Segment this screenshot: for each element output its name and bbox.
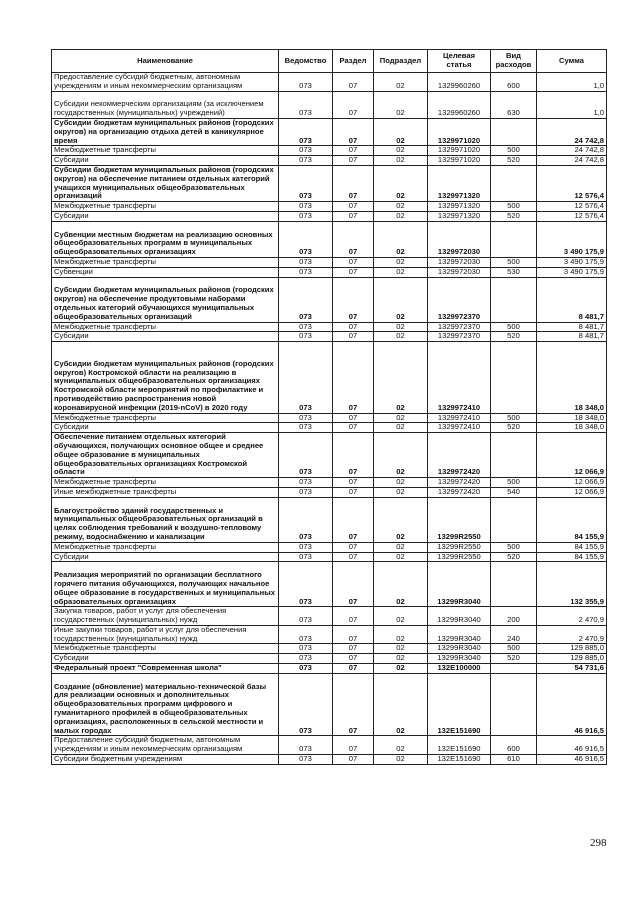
- table-cell-dept: 073: [279, 644, 333, 654]
- table-cell-section: 07: [333, 423, 374, 433]
- table-cell-target: 13299R3040: [428, 654, 491, 664]
- table-cell-dept: 073: [279, 673, 333, 736]
- table-cell-exptype: 520: [491, 654, 537, 664]
- table-cell-sum: 84 155,9: [537, 552, 607, 562]
- table-cell-name: Благоустройство зданий государственных и муниципальных общеобразовательных организаций в целях соблюдения требований к воздушно-тепловому режиму, водоснабжению и канализации: [52, 497, 279, 542]
- table-cell-subsection: 02: [374, 552, 428, 562]
- table-cell-section: 07: [333, 487, 374, 497]
- table-cell-dept: 073: [279, 322, 333, 332]
- table-cell-subsection: 02: [374, 625, 428, 644]
- table-cell-subsection: 02: [374, 118, 428, 145]
- table-cell-sum: 12 066,9: [537, 433, 607, 478]
- table-cell-name: Предоставление субсидий бюджетным, автономным учреждениям и иным некоммерческим организациям: [52, 73, 279, 92]
- table-cell-subsection: 02: [374, 267, 428, 277]
- table-cell-dept: 073: [279, 433, 333, 478]
- table-cell-sum: 46 916,5: [537, 673, 607, 736]
- table-cell-target: 1329971320: [428, 202, 491, 212]
- table-cell-sum: 18 348,0: [537, 342, 607, 413]
- table-row: [52, 607, 607, 626]
- table-row: [52, 423, 607, 433]
- table-cell-sum: 46 916,5: [537, 755, 607, 765]
- table-cell-sum: 18 348,0: [537, 413, 607, 423]
- table-cell-target: 132E151690: [428, 736, 491, 755]
- table-cell-exptype: 520: [491, 156, 537, 166]
- table-cell-sum: 129 885,0: [537, 644, 607, 654]
- table-cell-sum: 54 731,6: [537, 664, 607, 674]
- table-cell-target: 1329972030: [428, 221, 491, 257]
- table-cell-target: 132E151690: [428, 673, 491, 736]
- table-cell-target: 1329972420: [428, 433, 491, 478]
- table-cell-subsection: 02: [374, 156, 428, 166]
- table-cell-subsection: 02: [374, 202, 428, 212]
- table-cell-section: 07: [333, 607, 374, 626]
- table-cell-name: Обеспечение питанием отдельных категорий обучающихся, получающих основное общее и среднее общее образование в муниципальных общеобразовательных организациях Костромской области: [52, 433, 279, 478]
- table-cell-target: 13299R2550: [428, 497, 491, 542]
- table-cell-name: Субвенции местным бюджетам на реализацию основных общеобразовательных программ в муниципальных общеобразовательных организациях: [52, 221, 279, 257]
- table-cell-sum: 24 742,8: [537, 118, 607, 145]
- header-section: Раздел: [333, 50, 374, 73]
- table-row: [52, 277, 607, 322]
- table-cell-section: 07: [333, 342, 374, 413]
- table-cell-section: 07: [333, 257, 374, 267]
- table-cell-sum: 132 355,9: [537, 562, 607, 607]
- table-cell-exptype: 200: [491, 607, 537, 626]
- table-cell-exptype: 500: [491, 322, 537, 332]
- table-cell-target: 1329972410: [428, 423, 491, 433]
- table-cell-target: 1329972410: [428, 413, 491, 423]
- table-cell-subsection: 02: [374, 277, 428, 322]
- table-cell-subsection: 02: [374, 91, 428, 118]
- table-cell-name: Субсидии бюджетам муниципальных районов (городских округов) на обеспечение питанием отдельных категорий учащихся муниципальных общеобразовательных организаций: [52, 165, 279, 201]
- table-cell-dept: 073: [279, 146, 333, 156]
- table-cell-dept: 073: [279, 73, 333, 92]
- table-cell-section: 07: [333, 221, 374, 257]
- table-cell-sum: 1,0: [537, 73, 607, 92]
- table-cell-target: 1329972410: [428, 342, 491, 413]
- table-cell-exptype: [491, 118, 537, 145]
- table-cell-dept: 073: [279, 487, 333, 497]
- table-row: [52, 91, 607, 118]
- table-cell-sum: 3 490 175,9: [537, 267, 607, 277]
- header-row: [52, 50, 607, 73]
- table-row: [52, 487, 607, 497]
- table-row: [52, 552, 607, 562]
- table-cell-target: 132E151690: [428, 755, 491, 765]
- table-cell-name: Иные закупки товаров, работ и услуг для обеспечения государственных (муниципальных) нужд: [52, 625, 279, 644]
- table-cell-subsection: 02: [374, 497, 428, 542]
- table-cell-sum: 84 155,9: [537, 542, 607, 552]
- table-cell-subsection: 02: [374, 542, 428, 552]
- table-cell-name: Субсидии бюджетам муниципальных районов (городских округов) Костромской области на реализацию в муниципальных общеобразовательных организациях Костромской области мероприятий по профилактике и противодействию распространения новой коронавирусной инфекции (2019-nCoV) в 2020 году: [52, 342, 279, 413]
- table-cell-target: 1329971020: [428, 118, 491, 145]
- table-cell-target: 1329960260: [428, 73, 491, 92]
- table-cell-exptype: 600: [491, 736, 537, 755]
- table-cell-section: 07: [333, 625, 374, 644]
- table-cell-dept: 073: [279, 221, 333, 257]
- table-row: [52, 497, 607, 542]
- table-cell-sum: 12 576,4: [537, 211, 607, 221]
- table-cell-name: Иные межбюджетные трансферты: [52, 487, 279, 497]
- table-cell-subsection: 02: [374, 478, 428, 488]
- table-cell-section: 07: [333, 146, 374, 156]
- table-cell-name: Субсидии: [52, 654, 279, 664]
- table-cell-sum: 24 742,8: [537, 146, 607, 156]
- header-subsection: Подраздел: [374, 50, 428, 73]
- table-cell-dept: 073: [279, 542, 333, 552]
- table-cell-name: Субсидии некоммерческим организациям (за исключением государственных (муниципальных) учреждений): [52, 91, 279, 118]
- header-exptype: Вид расходов: [491, 50, 537, 73]
- table-cell-target: 132E100000: [428, 664, 491, 674]
- table-cell-exptype: [491, 165, 537, 201]
- table-cell-exptype: [491, 664, 537, 674]
- table-cell-target: 13299R2550: [428, 552, 491, 562]
- table-cell-dept: 073: [279, 211, 333, 221]
- table-cell-subsection: 02: [374, 673, 428, 736]
- table-cell-section: 07: [333, 202, 374, 212]
- table-cell-target: 1329972030: [428, 257, 491, 267]
- table-cell-dept: 073: [279, 497, 333, 542]
- table-cell-sum: 8 481,7: [537, 277, 607, 322]
- table-cell-sum: 12 576,4: [537, 165, 607, 201]
- table-cell-dept: 073: [279, 118, 333, 145]
- table-cell-sum: 12 066,9: [537, 478, 607, 488]
- table-cell-sum: 129 885,0: [537, 654, 607, 664]
- table-cell-section: 07: [333, 478, 374, 488]
- table-cell-name: Субвенции: [52, 267, 279, 277]
- table-cell-name: Межбюджетные трансферты: [52, 478, 279, 488]
- table-row: [52, 342, 607, 413]
- table-cell-section: 07: [333, 332, 374, 342]
- table-cell-dept: 073: [279, 91, 333, 118]
- table-cell-name: Межбюджетные трансферты: [52, 542, 279, 552]
- budget-table: [51, 49, 607, 765]
- table-cell-dept: 073: [279, 156, 333, 166]
- table-cell-exptype: [491, 562, 537, 607]
- table-row: [52, 322, 607, 332]
- table-cell-sum: 84 155,9: [537, 497, 607, 542]
- table-row: [52, 673, 607, 736]
- table-cell-dept: 073: [279, 267, 333, 277]
- table-cell-dept: 073: [279, 165, 333, 201]
- table-cell-subsection: 02: [374, 562, 428, 607]
- table-cell-exptype: 240: [491, 625, 537, 644]
- table-cell-section: 07: [333, 267, 374, 277]
- table-cell-section: 07: [333, 562, 374, 607]
- table-cell-exptype: 500: [491, 202, 537, 212]
- table-cell-subsection: 02: [374, 607, 428, 626]
- table-cell-exptype: [491, 277, 537, 322]
- table-cell-target: 1329972420: [428, 487, 491, 497]
- table-cell-sum: 1,0: [537, 91, 607, 118]
- table-cell-name: Закупка товаров, работ и услуг для обеспечения государственных (муниципальных) нужд: [52, 607, 279, 626]
- table-cell-subsection: 02: [374, 423, 428, 433]
- table-cell-section: 07: [333, 156, 374, 166]
- table-row: [52, 146, 607, 156]
- table-cell-name: Субсидии бюджетным учреждениям: [52, 755, 279, 765]
- table-cell-dept: 073: [279, 332, 333, 342]
- table-row: [52, 202, 607, 212]
- table-row: [52, 257, 607, 267]
- table-cell-dept: 073: [279, 478, 333, 488]
- page-number: 298: [590, 837, 607, 849]
- table-row: [52, 165, 607, 201]
- table-cell-section: 07: [333, 673, 374, 736]
- table-cell-exptype: 520: [491, 552, 537, 562]
- table-cell-dept: 073: [279, 257, 333, 267]
- table-cell-target: 1329971320: [428, 211, 491, 221]
- table-cell-target: 1329972420: [428, 478, 491, 488]
- table-row: [52, 73, 607, 92]
- table-cell-name: Межбюджетные трансферты: [52, 644, 279, 654]
- table-cell-section: 07: [333, 211, 374, 221]
- table-cell-name: Субсидии: [52, 332, 279, 342]
- table-cell-target: 13299R3040: [428, 625, 491, 644]
- table-cell-subsection: 02: [374, 257, 428, 267]
- table-cell-name: Межбюджетные трансферты: [52, 146, 279, 156]
- table-cell-target: 1329972370: [428, 332, 491, 342]
- table-row: [52, 478, 607, 488]
- table-cell-name: Субсидии: [52, 552, 279, 562]
- table-cell-dept: 073: [279, 413, 333, 423]
- table-cell-subsection: 02: [374, 487, 428, 497]
- table-cell-exptype: 500: [491, 542, 537, 552]
- table-cell-target: 13299R2550: [428, 542, 491, 552]
- table-cell-sum: 46 916,5: [537, 736, 607, 755]
- table-cell-subsection: 02: [374, 755, 428, 765]
- table-cell-target: 1329971020: [428, 146, 491, 156]
- table-cell-exptype: 600: [491, 73, 537, 92]
- table-cell-dept: 073: [279, 342, 333, 413]
- table-cell-subsection: 02: [374, 322, 428, 332]
- table-row: [52, 755, 607, 765]
- table-cell-section: 07: [333, 73, 374, 92]
- table-row: [52, 118, 607, 145]
- table-cell-exptype: [491, 497, 537, 542]
- table-cell-name: Предоставление субсидий бюджетным, автономным учреждениям и иным некоммерческим организациям: [52, 736, 279, 755]
- table-row: [52, 156, 607, 166]
- table-cell-sum: 3 490 175,9: [537, 257, 607, 267]
- table-cell-target: 1329972370: [428, 277, 491, 322]
- table-cell-name: Межбюджетные трансферты: [52, 322, 279, 332]
- table-cell-name: Межбюджетные трансферты: [52, 413, 279, 423]
- table-cell-section: 07: [333, 91, 374, 118]
- table-cell-dept: 073: [279, 202, 333, 212]
- table-cell-section: 07: [333, 736, 374, 755]
- table-cell-sum: 24 742,8: [537, 156, 607, 166]
- table-cell-sum: 12 576,4: [537, 202, 607, 212]
- table-cell-subsection: 02: [374, 332, 428, 342]
- table-row: [52, 664, 607, 674]
- table-cell-section: 07: [333, 664, 374, 674]
- header-dept: Ведомство: [279, 50, 333, 73]
- table-cell-exptype: [491, 673, 537, 736]
- table-cell-section: 07: [333, 165, 374, 201]
- table-cell-exptype: 520: [491, 211, 537, 221]
- table-cell-exptype: 520: [491, 332, 537, 342]
- table-cell-target: 1329972030: [428, 267, 491, 277]
- table-row: [52, 562, 607, 607]
- table-cell-sum: 18 348,0: [537, 423, 607, 433]
- table-cell-subsection: 02: [374, 644, 428, 654]
- table-cell-subsection: 02: [374, 664, 428, 674]
- table-cell-exptype: 610: [491, 755, 537, 765]
- table-cell-target: 1329971320: [428, 165, 491, 201]
- table-cell-subsection: 02: [374, 211, 428, 221]
- table-cell-sum: 2 470,9: [537, 607, 607, 626]
- table-row: [52, 542, 607, 552]
- table-cell-name: Субсидии бюджетам муниципальных районов (городских округов) на организацию отдыха детей в каникулярное время: [52, 118, 279, 145]
- table-row: [52, 332, 607, 342]
- table-cell-sum: 2 470,9: [537, 625, 607, 644]
- table-cell-subsection: 02: [374, 73, 428, 92]
- table-cell-name: Межбюджетные трансферты: [52, 257, 279, 267]
- table-cell-name: Субсидии: [52, 156, 279, 166]
- table-cell-exptype: 500: [491, 257, 537, 267]
- table-cell-section: 07: [333, 755, 374, 765]
- table-cell-dept: 073: [279, 736, 333, 755]
- table-cell-sum: 8 481,7: [537, 332, 607, 342]
- table-row: [52, 433, 607, 478]
- table-row: [52, 221, 607, 257]
- table-cell-dept: 073: [279, 423, 333, 433]
- table-cell-section: 07: [333, 433, 374, 478]
- table-cell-section: 07: [333, 654, 374, 664]
- table-cell-sum: 3 490 175,9: [537, 221, 607, 257]
- table-cell-dept: 073: [279, 625, 333, 644]
- table-row: [52, 736, 607, 755]
- table-cell-subsection: 02: [374, 146, 428, 156]
- header-name: Наименование: [52, 50, 279, 73]
- table-cell-name: Реализация мероприятий по организации бесплатного горячего питания обучающихся, получающих начальное общее образование в государственных и муниципальных образовательных организациях: [52, 562, 279, 607]
- table-cell-sum: 12 066,9: [537, 487, 607, 497]
- table-cell-section: 07: [333, 644, 374, 654]
- table-cell-dept: 073: [279, 607, 333, 626]
- table-cell-exptype: 530: [491, 267, 537, 277]
- table-cell-exptype: [491, 221, 537, 257]
- table-cell-subsection: 02: [374, 433, 428, 478]
- table-cell-section: 07: [333, 552, 374, 562]
- table-cell-subsection: 02: [374, 413, 428, 423]
- table-row: [52, 654, 607, 664]
- table-cell-exptype: 540: [491, 487, 537, 497]
- table-cell-name: Межбюджетные трансферты: [52, 202, 279, 212]
- table-cell-name: Федеральный проект "Современная школа": [52, 664, 279, 674]
- header-sum: Сумма: [537, 50, 607, 73]
- table-cell-section: 07: [333, 413, 374, 423]
- table-cell-exptype: 630: [491, 91, 537, 118]
- table-cell-subsection: 02: [374, 221, 428, 257]
- table-cell-section: 07: [333, 118, 374, 145]
- table-cell-section: 07: [333, 542, 374, 552]
- table-cell-subsection: 02: [374, 736, 428, 755]
- table-row: [52, 267, 607, 277]
- table-cell-name: Субсидии: [52, 211, 279, 221]
- table-cell-name: Субсидии бюджетам муниципальных районов (городских округов) на обеспечение продуктовыми наборами отдельных категорий обучающихся муниципальных общеобразовательных организаций: [52, 277, 279, 322]
- table-cell-sum: 8 481,7: [537, 322, 607, 332]
- table-cell-target: 1329960260: [428, 91, 491, 118]
- table-row: [52, 413, 607, 423]
- table-cell-dept: 073: [279, 654, 333, 664]
- table-cell-exptype: 500: [491, 413, 537, 423]
- table-row: [52, 211, 607, 221]
- table-cell-exptype: 500: [491, 644, 537, 654]
- table-cell-target: 1329972370: [428, 322, 491, 332]
- table-cell-exptype: [491, 342, 537, 413]
- table-cell-subsection: 02: [374, 165, 428, 201]
- table-cell-exptype: 520: [491, 423, 537, 433]
- table-cell-name: Субсидии: [52, 423, 279, 433]
- table-cell-target: 1329971020: [428, 156, 491, 166]
- table-cell-subsection: 02: [374, 342, 428, 413]
- table-cell-exptype: 500: [491, 478, 537, 488]
- table-cell-target: 13299R3040: [428, 562, 491, 607]
- table-cell-dept: 073: [279, 562, 333, 607]
- table-row: [52, 625, 607, 644]
- table-cell-dept: 073: [279, 552, 333, 562]
- table-cell-exptype: [491, 433, 537, 478]
- table-cell-name: Создание (обновление) материально-технической базы для реализации основных и дополнительных общеобразовательных программ цифрового и гуманитарного профилей в общеобразовательных организациях, расположенных в сельской местности и малых городах: [52, 673, 279, 736]
- table-cell-target: 13299R3040: [428, 607, 491, 626]
- table-cell-section: 07: [333, 322, 374, 332]
- table-cell-dept: 073: [279, 277, 333, 322]
- table-cell-dept: 073: [279, 755, 333, 765]
- table-cell-dept: 073: [279, 664, 333, 674]
- table-cell-exptype: 500: [491, 146, 537, 156]
- table-row: [52, 644, 607, 654]
- header-target: Целевая статья: [428, 50, 491, 73]
- table-cell-section: 07: [333, 497, 374, 542]
- table-cell-section: 07: [333, 277, 374, 322]
- table-cell-subsection: 02: [374, 654, 428, 664]
- table-cell-target: 13299R3040: [428, 644, 491, 654]
